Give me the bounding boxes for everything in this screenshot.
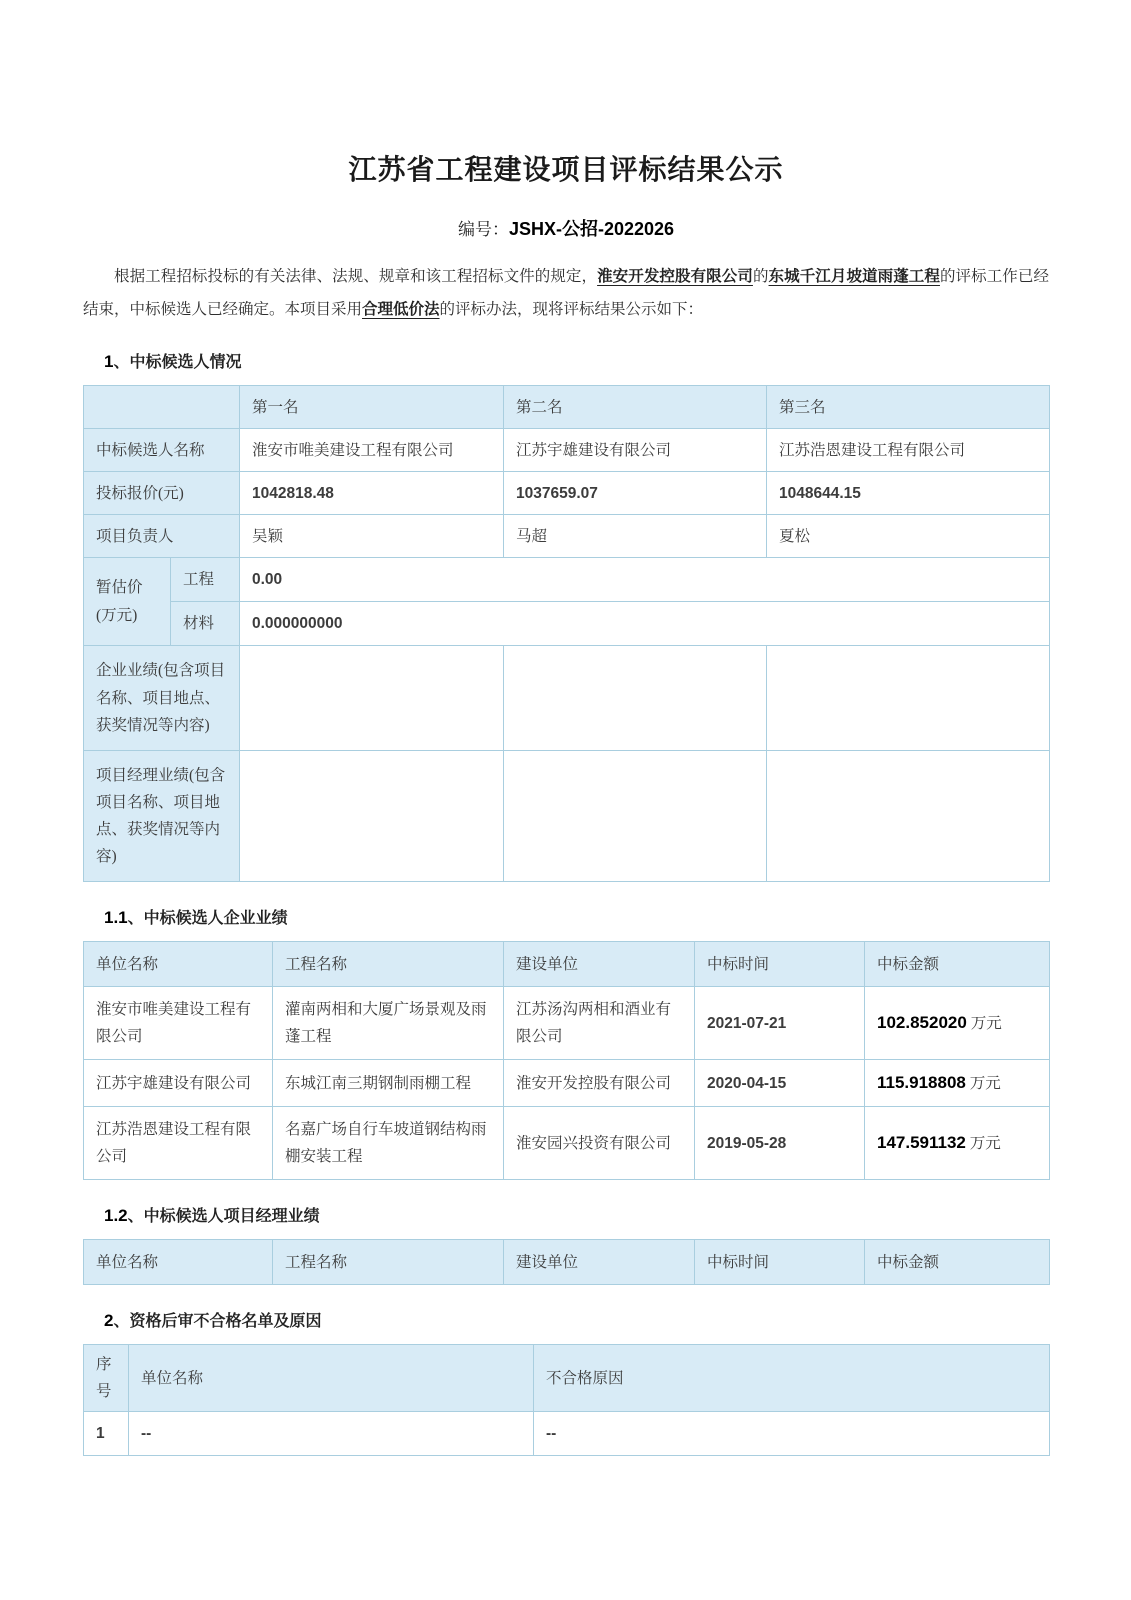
amount-unit: 万元 — [970, 1015, 1002, 1033]
provisional-material-value: 0.000000000 — [240, 602, 1050, 646]
column-header: 序号 — [84, 1345, 129, 1412]
evaluation-method-link: 合理低价法 — [362, 300, 440, 318]
company-performance-row — [84, 646, 1050, 751]
section1-heading — [83, 349, 1049, 372]
column-header: 工程名称 — [273, 1240, 504, 1285]
amount-unit: 万元 — [969, 1135, 1001, 1153]
manager-performance-cell — [767, 751, 1050, 882]
candidate-name-cell: 江苏浩恩建设工程有限公司 — [767, 429, 1050, 472]
company-cell: 淮安市唯美建设工程有限公司 — [84, 987, 273, 1060]
index-cell: 1 — [84, 1412, 129, 1456]
owner-cell: 淮安园兴投资有限公司 — [504, 1107, 695, 1180]
company-performance-cell — [767, 646, 1050, 751]
provisional-price-label: 暂估价(万元) — [84, 558, 171, 646]
candidate-name-cell: 江苏宇雄建设有限公司 — [504, 429, 767, 472]
reason-cell: -- — [534, 1412, 1050, 1456]
owner-cell: 淮安开发控股有限公司 — [504, 1060, 695, 1107]
section1-number: 1 — [104, 352, 114, 372]
table-row — [84, 1107, 1050, 1180]
section1-2-title: 、中标候选人项目经理业绩 — [127, 1208, 320, 1226]
column-header: 工程名称 — [273, 942, 504, 987]
owner-cell: 江苏汤沟两相和酒业有限公司 — [504, 987, 695, 1060]
page-content — [83, 0, 1049, 1456]
amount-cell — [865, 1060, 1050, 1107]
provisional-price-engineering-row — [84, 558, 1050, 602]
corner-cell — [84, 386, 240, 429]
amount-unit: 万元 — [969, 1075, 1001, 1093]
doc-number-line — [83, 215, 1049, 241]
amount-cell — [865, 1107, 1050, 1180]
manager-performance-table — [83, 1239, 1050, 1285]
company-performance-table — [83, 941, 1050, 1180]
rank3-header: 第三名 — [767, 386, 1050, 429]
sub-label: 工程 — [171, 558, 240, 602]
bid-price-row — [84, 472, 1050, 515]
sub-label: 材料 — [171, 602, 240, 646]
date-cell: 2019-05-28 — [695, 1107, 865, 1180]
column-header: 中标时间 — [695, 1240, 865, 1285]
date-cell: 2021-07-21 — [695, 987, 865, 1060]
section2-title: 、资格后审不合格名单及原因 — [113, 1313, 322, 1331]
section1-1-heading — [83, 905, 1049, 928]
amount-value: 102.852020 — [877, 1013, 967, 1033]
row-label: 企业业绩(包含项目名称、项目地点、获奖情况等内容) — [84, 646, 240, 751]
project-cell: 灌南两相和大厦广场景观及雨蓬工程 — [273, 987, 504, 1060]
row-label: 中标候选人名称 — [84, 429, 240, 472]
doc-number-value: JSHX-公招-2022026 — [508, 219, 675, 239]
section1-1-number: 1.1 — [104, 908, 128, 928]
provisional-engineering-value: 0.00 — [240, 558, 1050, 602]
column-header: 中标金额 — [865, 1240, 1050, 1285]
disqualified-table — [83, 1344, 1050, 1456]
table-row — [84, 1412, 1050, 1456]
rank2-header: 第二名 — [504, 386, 767, 429]
disqualified-header-row — [84, 1345, 1050, 1412]
bid-price-cell: 1048644.15 — [767, 472, 1050, 515]
column-header: 中标时间 — [695, 942, 865, 987]
column-header: 不合格原因 — [534, 1345, 1050, 1412]
candidate-name-cell: 淮安市唯美建设工程有限公司 — [240, 429, 504, 472]
project-leader-cell: 夏松 — [767, 515, 1050, 558]
amount-cell — [865, 987, 1050, 1060]
section1-title: 、中标候选人情况 — [113, 354, 242, 372]
row-label: 项目负责人 — [84, 515, 240, 558]
bid-price-cell: 1037659.07 — [504, 472, 767, 515]
bid-price-cell: 1042818.48 — [240, 472, 504, 515]
performance-header-row — [84, 942, 1050, 987]
project-cell: 名嘉广场自行车坡道钢结构雨棚安装工程 — [273, 1107, 504, 1180]
intro-segment: 的评标办法，现将评标结果公示如下： — [439, 300, 704, 318]
intro-segment: 的评标工作已经结束，中标候选人已经确定。本项目采用 — [83, 268, 1049, 318]
rank1-header: 第一名 — [240, 386, 504, 429]
provisional-price-material-row — [84, 602, 1050, 646]
column-header: 单位名称 — [129, 1345, 534, 1412]
column-header: 单位名称 — [84, 1240, 273, 1285]
company-cell: 江苏宇雄建设有限公司 — [84, 1060, 273, 1107]
candidates-header-row — [84, 386, 1050, 429]
section1-2-number: 1.2 — [104, 1206, 128, 1226]
date-cell: 2020-04-15 — [695, 1060, 865, 1107]
candidates-table — [83, 385, 1050, 882]
candidate-name-row — [84, 429, 1050, 472]
column-header: 建设单位 — [504, 942, 695, 987]
manager-performance-row — [84, 751, 1050, 882]
project-leader-cell: 吴颖 — [240, 515, 504, 558]
manager-performance-cell — [504, 751, 767, 882]
intro-segment: 的 — [752, 268, 769, 285]
section1-2-heading — [83, 1203, 1049, 1226]
intro-paragraph — [83, 261, 1049, 326]
amount-value: 115.918808 — [877, 1073, 966, 1093]
performance-header-row — [84, 1240, 1050, 1285]
project-leader-cell: 马超 — [504, 515, 767, 558]
column-header: 中标金额 — [865, 942, 1050, 987]
company-cell: -- — [129, 1412, 534, 1456]
project-leader-row — [84, 515, 1050, 558]
doc-number-label: 编号： — [457, 220, 509, 239]
section2-heading — [83, 1308, 1049, 1331]
intro-segment: 根据工程招标投标的有关法律、法规、规章和该工程招标文件的规定， — [114, 268, 598, 285]
column-header: 单位名称 — [84, 942, 273, 987]
row-label: 项目经理业绩(包含项目名称、项目地点、获奖情况等内容) — [84, 751, 240, 882]
company-performance-cell — [240, 646, 504, 751]
manager-performance-cell — [240, 751, 504, 882]
table-row — [84, 987, 1050, 1060]
tenderer-name-link: 淮安开发控股有限公司 — [597, 268, 753, 285]
column-header: 建设单位 — [504, 1240, 695, 1285]
project-cell: 东城江南三期钢制雨棚工程 — [273, 1060, 504, 1107]
amount-value: 147.591132 — [877, 1133, 966, 1153]
page-title: 江苏省工程建设项目评标结果公示 — [348, 155, 784, 186]
section2-number: 2 — [104, 1311, 114, 1331]
company-cell: 江苏浩恩建设工程有限公司 — [84, 1107, 273, 1180]
project-name-link: 东城千江月坡道雨蓬工程 — [768, 268, 940, 285]
company-performance-cell — [504, 646, 767, 751]
section1-1-title: 、中标候选人企业业绩 — [127, 910, 288, 928]
table-row — [84, 1060, 1050, 1107]
row-label: 投标报价(元) — [84, 472, 240, 515]
